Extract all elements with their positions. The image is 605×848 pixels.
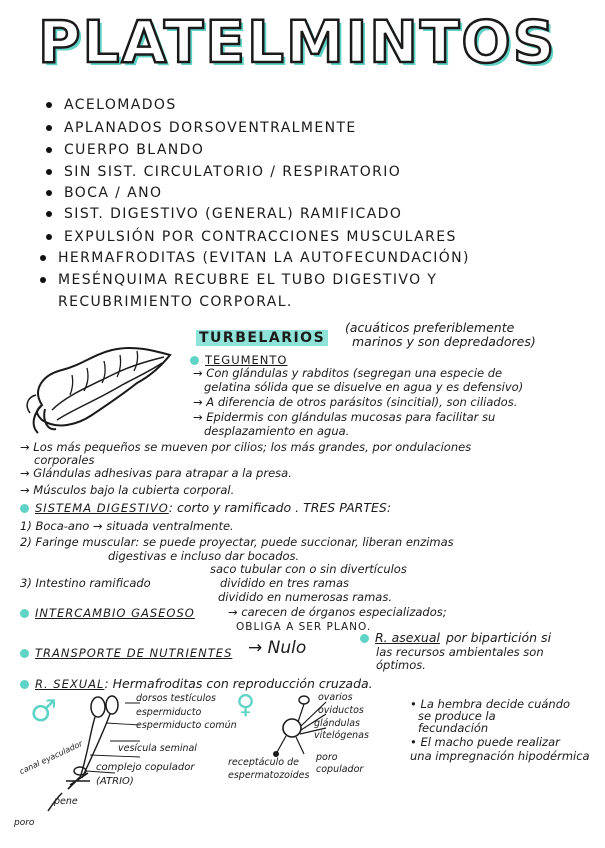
bullet-text: BOCA / ANO bbox=[64, 185, 163, 201]
bullet-dot bbox=[40, 277, 46, 283]
transport-value: → Nulo bbox=[248, 638, 307, 658]
bullet-item bbox=[46, 142, 204, 158]
gas-exchange-line: → carecen de órganos especializados; bbox=[228, 605, 447, 619]
bullet-text: MESÉNQUIMA RECUBRE EL TUBO DIGESTIVO Y bbox=[58, 272, 438, 288]
male-label: espermiducto bbox=[136, 707, 202, 718]
digestive-heading-rest: : corto y ramificado . TRES PARTES: bbox=[168, 500, 392, 515]
muscles-line: → Músculos bajo la cubierta corporal. bbox=[20, 483, 235, 497]
tegumento-line: desplazamiento en agua. bbox=[204, 424, 350, 438]
tegumento-line: → Epidermis con glándulas mucosas para facilitar su bbox=[193, 410, 496, 424]
bullet-dot bbox=[46, 190, 52, 196]
bullet-dot bbox=[46, 169, 52, 175]
teal-dot bbox=[20, 649, 29, 658]
asexual-heading bbox=[360, 630, 551, 645]
female-label: receptáculo de espermatozoides bbox=[228, 757, 310, 781]
bullet-text: SIST. DIGESTIVO (GENERAL) RAMIFICADO bbox=[64, 206, 403, 222]
note-line: • La hembra decide cuándo bbox=[410, 697, 571, 711]
female-label: ovarios bbox=[318, 692, 353, 703]
turbelarios-heading-text: TURBELARIOS bbox=[196, 330, 328, 346]
bullet-text: SIN SIST. CIRCULATORIO / RESPIRATORIO bbox=[64, 164, 402, 180]
sexual-text: : Hermafroditas con reproducción cruzada. bbox=[104, 676, 373, 691]
teal-dot bbox=[20, 680, 29, 689]
bullet-item bbox=[46, 185, 162, 201]
teal-dot bbox=[20, 504, 29, 513]
male-label: poro bbox=[14, 818, 35, 828]
male-label: canal eyaculador bbox=[18, 739, 84, 777]
asexual-heading-text: R. asexual bbox=[375, 630, 440, 645]
male-label: pene bbox=[54, 796, 78, 807]
bullet-item bbox=[46, 164, 401, 180]
bullet-item bbox=[46, 97, 177, 113]
flatworm-drawing bbox=[12, 335, 182, 445]
teal-dot bbox=[20, 609, 29, 618]
male-label: dorsos testículos bbox=[136, 693, 217, 704]
note-line: se produce la bbox=[418, 709, 496, 723]
gas-exchange-heading-text: INTERCAMBIO GASEOSO bbox=[35, 606, 195, 620]
digestive-heading bbox=[20, 500, 391, 515]
bullet-item-continuation: RECUBRIMIENTO CORPORAL. bbox=[58, 294, 293, 310]
teal-dot bbox=[190, 356, 199, 365]
bullet-dot bbox=[46, 211, 52, 217]
bullet-item bbox=[46, 120, 357, 136]
transport-heading-text: TRANSPORTE DE NUTRIENTES bbox=[35, 646, 233, 660]
female-label: glándulas vitelógenas bbox=[314, 718, 369, 741]
tegumento-line: gelatina sólida que se disuelve en agua y es defensivo) bbox=[204, 380, 524, 394]
asexual-line: por bipartición si bbox=[445, 630, 552, 645]
asexual-line: óptimos. bbox=[376, 658, 426, 672]
bullet-text: HERMAFRODITAS (EVITAN LA AUTOFECUNDACIÓN) bbox=[58, 250, 470, 266]
bullet-text: CUERPO BLANDO bbox=[64, 142, 205, 158]
male-label: (ATRIO) bbox=[96, 776, 134, 787]
locomotion-line: → Los más pequeños se mueven por cilios; los más grandes, por ondulaciones bbox=[20, 440, 472, 454]
teal-dot bbox=[360, 634, 369, 643]
bullet-item bbox=[40, 250, 470, 266]
bullet-text: EXPULSIÓN POR CONTRACCIONES MUSCULARES bbox=[64, 229, 457, 245]
bullet-text: APLANADOS DORSOVENTRALMENTE bbox=[64, 120, 357, 136]
tegumento-line: → Con glándulas y rabditos (segregan una especie de bbox=[193, 366, 503, 380]
digestive-part-3: 3) Intestino ramificado bbox=[20, 576, 151, 590]
turbelarios-note-2: marinos y son depredadores) bbox=[352, 334, 536, 349]
tegumento-heading bbox=[190, 352, 288, 367]
note-line: una impregnación hipodérmica bbox=[410, 749, 590, 763]
turbelarios-note-1: (acuáticos preferiblemente bbox=[345, 320, 515, 335]
female-label: poro copulador bbox=[316, 752, 364, 775]
digestive-part-3-b: dividido en numerosas ramas. bbox=[218, 590, 392, 604]
adhesive-glands-line: → Glándulas adhesivas para atrapar a la presa. bbox=[20, 466, 292, 480]
bullet-text: ACELOMADOS bbox=[64, 97, 177, 113]
asexual-line: las recursos ambientales son bbox=[376, 645, 544, 659]
digestive-part-1: 1) Boca-ano → situada ventralmente. bbox=[20, 519, 234, 533]
locomotion-line-continuation: corporales bbox=[34, 453, 95, 467]
bullet-item bbox=[46, 206, 402, 222]
turbelarios-heading bbox=[196, 330, 328, 346]
digestive-part-2-cont: digestivas e incluso dar bocados. bbox=[108, 549, 300, 563]
male-label: complejo copulador bbox=[96, 762, 195, 773]
digestive-heading-text: SISTEMA DIGESTIVO bbox=[35, 501, 169, 515]
page-title: PLATELMINTOS bbox=[38, 8, 557, 76]
bullet-dot bbox=[46, 147, 52, 153]
bullet-item bbox=[40, 272, 437, 288]
female-symbol-icon: ♀ bbox=[236, 690, 256, 720]
bullet-dot bbox=[40, 255, 46, 261]
male-label: vesícula seminal bbox=[118, 743, 197, 754]
tegumento-line: → A diferencia de otros parásitos (sincitial), son ciliados. bbox=[193, 395, 518, 409]
note-line: • El macho puede realizar bbox=[410, 735, 560, 749]
digestive-part-3-a: dividido en tres ramas bbox=[220, 576, 349, 590]
bullet-item bbox=[46, 229, 457, 245]
tegumento-heading-text: TEGUMENTO bbox=[205, 353, 288, 367]
gas-exchange-heading bbox=[20, 605, 195, 620]
bullet-dot bbox=[46, 234, 52, 240]
digestive-part-3-top: saco tubular con o sin divertículos bbox=[210, 562, 407, 576]
transport-heading bbox=[20, 645, 232, 660]
sexual-heading-text: R. SEXUAL bbox=[35, 677, 105, 691]
bullet-dot bbox=[46, 125, 52, 131]
gas-exchange-line: OBLIGA A SER PLANO. bbox=[236, 621, 372, 633]
male-symbol-icon: ♂ bbox=[30, 694, 57, 729]
female-label: oviductos bbox=[318, 705, 364, 716]
note-line: fecundación bbox=[418, 721, 489, 735]
bullet-dot bbox=[46, 102, 52, 108]
male-label: espermiducto común bbox=[136, 720, 237, 731]
digestive-part-2: 2) Faringe muscular: se puede proyectar, puede succionar, liberan enzimas bbox=[20, 535, 454, 549]
